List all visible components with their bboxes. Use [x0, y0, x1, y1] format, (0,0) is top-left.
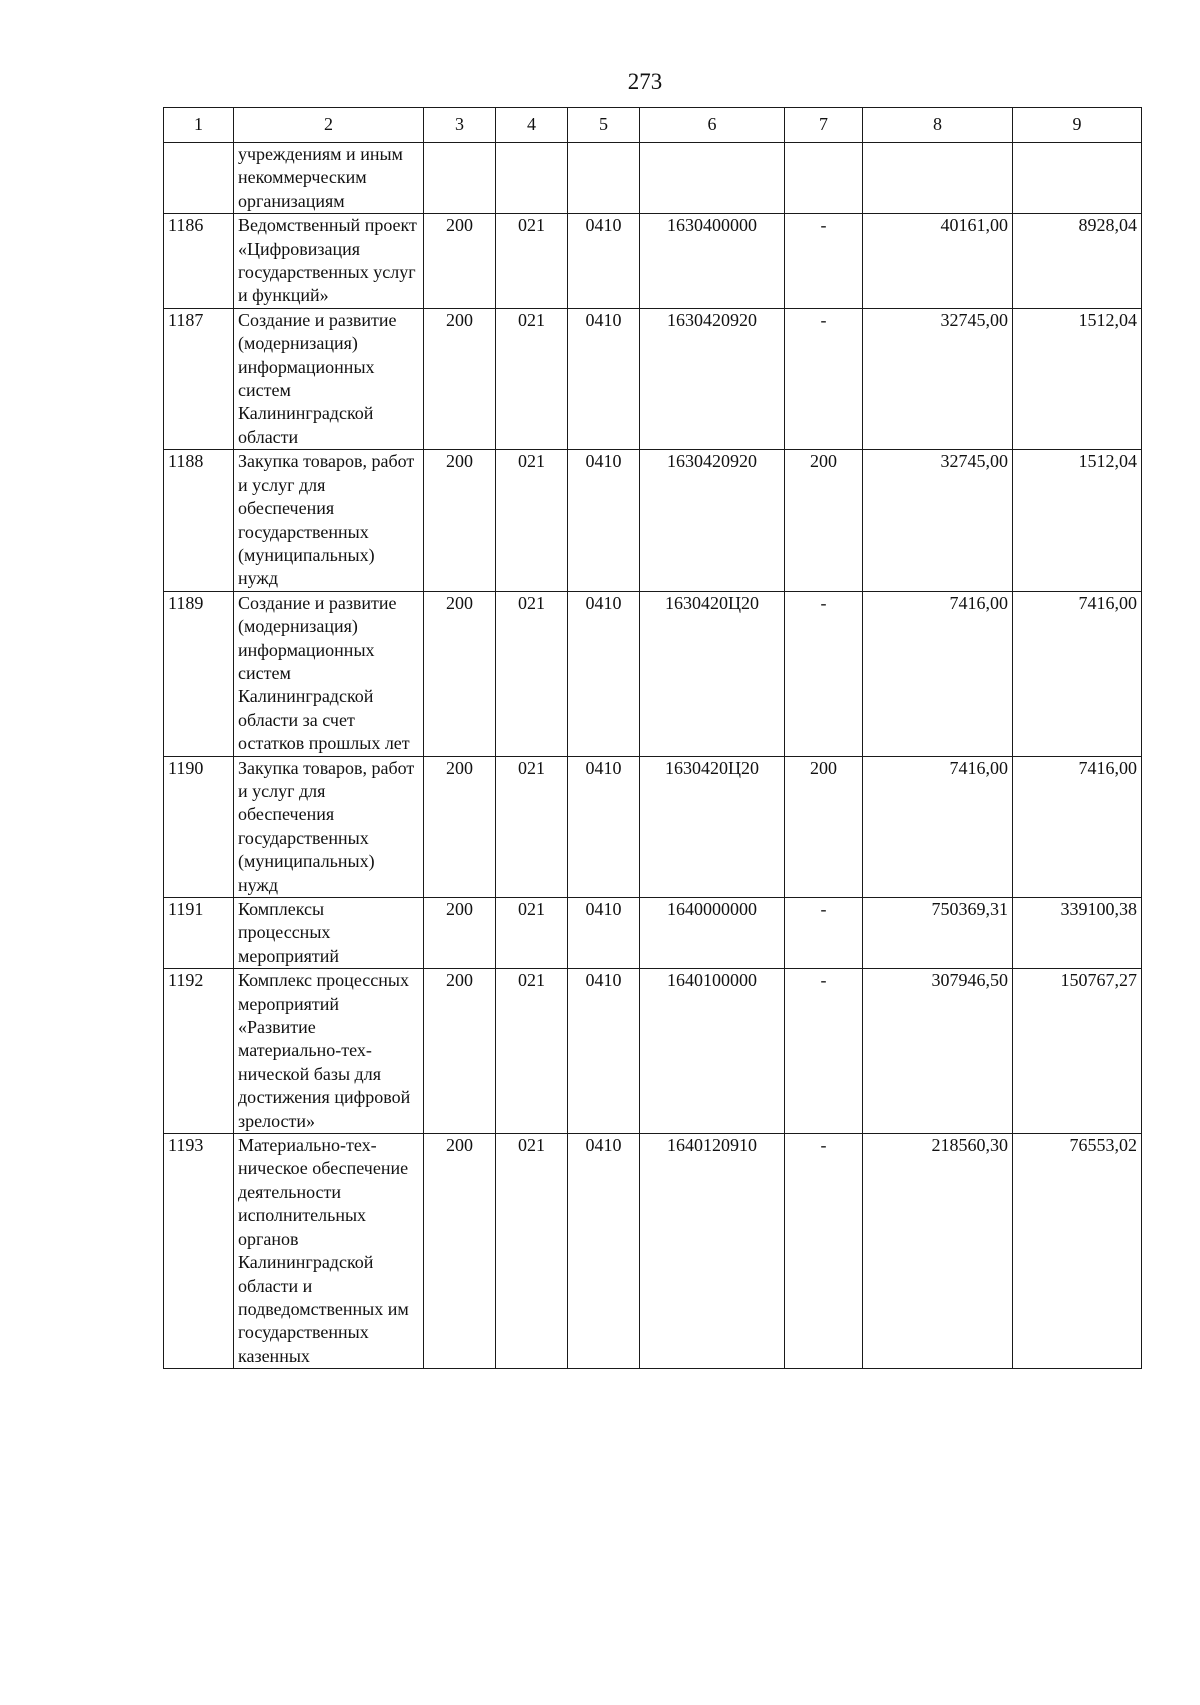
code-4-cell: 021	[496, 450, 568, 591]
amount-8-cell: 32745,00	[863, 308, 1013, 449]
amount-8-cell: 7416,00	[863, 756, 1013, 897]
amount-8-cell	[863, 143, 1013, 214]
code-4-cell: 021	[496, 308, 568, 449]
code-5-cell: 0410	[568, 450, 640, 591]
column-header: 6	[640, 108, 785, 143]
code-3-cell	[424, 143, 496, 214]
item-name-cell: Создание и развитие (модернизация) информационных систем Калининградской области	[234, 308, 424, 449]
table-row	[164, 308, 1142, 449]
item-name-cell: Ведомственный проект «Цифровизация государственных услуг и функций»	[234, 214, 424, 309]
code-5-cell: 0410	[568, 1134, 640, 1369]
table-row	[164, 1134, 1142, 1369]
row-number-cell: 1193	[164, 1134, 234, 1369]
amount-8-cell: 750369,31	[863, 898, 1013, 969]
column-header: 4	[496, 108, 568, 143]
code-3-cell: 200	[424, 969, 496, 1134]
row-number-cell: 1192	[164, 969, 234, 1134]
code-5-cell: 0410	[568, 591, 640, 756]
code-3-cell: 200	[424, 214, 496, 309]
header-row	[164, 108, 1142, 143]
column-header: 1	[164, 108, 234, 143]
table-row	[164, 969, 1142, 1134]
code-4-cell: 021	[496, 214, 568, 309]
item-name-cell: Создание и развитие (модернизация) информационных систем Калининградской области за счет остатков прошлых лет	[234, 591, 424, 756]
table-row	[164, 450, 1142, 591]
row-number-cell: 1188	[164, 450, 234, 591]
column-header: 5	[568, 108, 640, 143]
code-3-cell: 200	[424, 308, 496, 449]
code-4-cell: 021	[496, 591, 568, 756]
target-code-cell: 1640100000	[640, 969, 785, 1134]
code-4-cell: 021	[496, 1134, 568, 1369]
code-5-cell: 0410	[568, 969, 640, 1134]
table-row	[164, 143, 1142, 214]
code-5-cell: 0410	[568, 308, 640, 449]
code-3-cell: 200	[424, 450, 496, 591]
item-name-cell: учреждениям и иным некоммерческим организациям	[234, 143, 424, 214]
amount-8-cell: 307946,50	[863, 969, 1013, 1134]
expense-type-cell: -	[785, 898, 863, 969]
table-body	[164, 143, 1142, 1369]
row-number-cell	[164, 143, 234, 214]
table-row	[164, 756, 1142, 897]
target-code-cell: 1640000000	[640, 898, 785, 969]
amount-8-cell: 7416,00	[863, 591, 1013, 756]
amount-9-cell: 150767,27	[1013, 969, 1142, 1134]
amount-9-cell: 7416,00	[1013, 591, 1142, 756]
column-header: 7	[785, 108, 863, 143]
amount-9-cell: 76553,02	[1013, 1134, 1142, 1369]
amount-9-cell: 7416,00	[1013, 756, 1142, 897]
expense-type-cell: -	[785, 969, 863, 1134]
amount-8-cell: 40161,00	[863, 214, 1013, 309]
code-3-cell: 200	[424, 1134, 496, 1369]
expense-type-cell: -	[785, 591, 863, 756]
column-header: 8	[863, 108, 1013, 143]
column-header: 9	[1013, 108, 1142, 143]
row-number-cell: 1186	[164, 214, 234, 309]
target-code-cell	[640, 143, 785, 214]
code-5-cell: 0410	[568, 898, 640, 969]
code-3-cell: 200	[424, 898, 496, 969]
code-5-cell: 0410	[568, 214, 640, 309]
code-5-cell: 0410	[568, 756, 640, 897]
column-header: 2	[234, 108, 424, 143]
code-3-cell: 200	[424, 591, 496, 756]
item-name-cell: Закупка товаров, работ и услуг для обеспечения государственных (муниципальных) нужд	[234, 756, 424, 897]
expense-type-cell: -	[785, 214, 863, 309]
row-number-cell: 1190	[164, 756, 234, 897]
amount-9-cell: 8928,04	[1013, 214, 1142, 309]
code-4-cell: 021	[496, 969, 568, 1134]
row-number-cell: 1191	[164, 898, 234, 969]
amount-9-cell	[1013, 143, 1142, 214]
expense-type-cell	[785, 143, 863, 214]
row-number-cell: 1187	[164, 308, 234, 449]
item-name-cell: Материально-тех-ническое обеспечение деятельности исполнительных органов Калининградской области и подведомственных им государственных казенных	[234, 1134, 424, 1369]
table-row	[164, 214, 1142, 309]
code-3-cell: 200	[424, 756, 496, 897]
table-row	[164, 898, 1142, 969]
target-code-cell: 1630420Ц20	[640, 591, 785, 756]
amount-9-cell: 1512,04	[1013, 308, 1142, 449]
expense-type-cell: -	[785, 1134, 863, 1369]
amount-9-cell: 339100,38	[1013, 898, 1142, 969]
column-header: 3	[424, 108, 496, 143]
item-name-cell: Комплекс процессных мероприятий «Развитие материально-тех-нической базы для достижения цифровой зрелости»	[234, 969, 424, 1134]
expense-type-cell: -	[785, 308, 863, 449]
code-5-cell	[568, 143, 640, 214]
page-number: 273	[627, 69, 663, 94]
item-name-cell: Комплексы процессных мероприятий	[234, 898, 424, 969]
amount-9-cell: 1512,04	[1013, 450, 1142, 591]
code-4-cell: 021	[496, 898, 568, 969]
amount-8-cell: 218560,30	[863, 1134, 1013, 1369]
target-code-cell: 1630420Ц20	[640, 756, 785, 897]
expense-type-cell: 200	[785, 756, 863, 897]
budget-table	[163, 107, 1142, 1369]
row-number-cell: 1189	[164, 591, 234, 756]
table-row	[164, 591, 1142, 756]
code-4-cell: 021	[496, 756, 568, 897]
target-code-cell: 1630420920	[640, 308, 785, 449]
expense-type-cell: 200	[785, 450, 863, 591]
item-name-cell: Закупка товаров, работ и услуг для обеспечения государственных (муниципальных) нужд	[234, 450, 424, 591]
target-code-cell: 1630420920	[640, 450, 785, 591]
amount-8-cell: 32745,00	[863, 450, 1013, 591]
target-code-cell: 1640120910	[640, 1134, 785, 1369]
target-code-cell: 1630400000	[640, 214, 785, 309]
code-4-cell	[496, 143, 568, 214]
